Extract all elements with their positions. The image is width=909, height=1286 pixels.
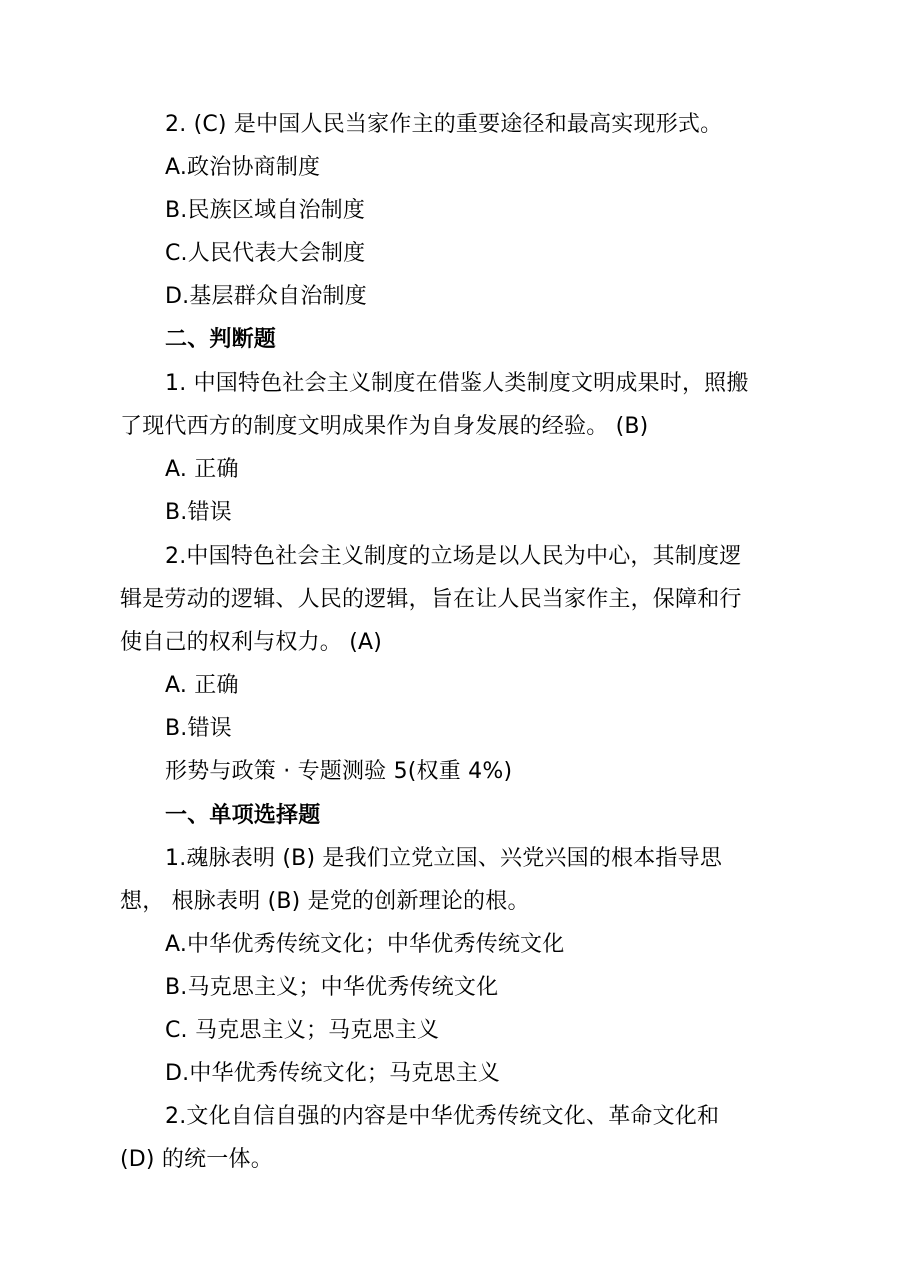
section-heading: 一、单项选择题 [165, 803, 321, 828]
question-line-continued: 辑是劳动的逻辑、人民的逻辑，旨在让人民当家作主，保障和行 [120, 587, 742, 612]
option-b: B.民族区域自治制度 [165, 198, 366, 223]
question-line: 2.文化自信自强的内容是中华优秀传统文化、革命文化和 [165, 1104, 720, 1129]
question-line-continued: 使自己的权利与权力。 (A) [120, 630, 383, 655]
question-line-continued: (D) 的统一体。 [120, 1147, 273, 1172]
question-line: 1. 中国特色社会主义制度在借鉴人类制度文明成果时，照搬 [165, 371, 749, 396]
question-line: 2. (C) 是中国人民当家作主的重要途径和最高实现形式。 [165, 112, 723, 137]
option-b: B.错误 [165, 500, 232, 525]
question-line: 1.魂脉表明 (B) 是我们立党立国、兴党兴国的根本指导思 [165, 846, 723, 871]
section-heading: 二、判断题 [165, 327, 277, 352]
option-b: B.马克思主义；中华优秀传统文化 [165, 975, 499, 1000]
question-line-continued: 想， 根脉表明 (B) 是党的创新理论的根。 [120, 889, 530, 914]
quiz-title: 形势与政策 · 专题测验 5(权重 4%) [165, 759, 513, 784]
question-line: 2.中国特色社会主义制度的立场是以人民为中心，其制度逻 [165, 544, 742, 569]
question-line-continued: 了现代西方的制度文明成果作为自身发展的经验。 (B) [120, 414, 649, 439]
option-a: A. 正确 [165, 457, 239, 482]
option-a: A.中华优秀传统文化；中华优秀传统文化 [165, 932, 565, 957]
option-d: D.中华优秀传统文化；马克思主义 [165, 1061, 501, 1086]
option-a: A.政治协商制度 [165, 155, 321, 180]
option-b: B.错误 [165, 716, 232, 741]
option-c: C. 马克思主义；马克思主义 [165, 1018, 440, 1043]
option-d: D.基层群众自治制度 [165, 284, 367, 309]
option-c: C.人民代表大会制度 [165, 241, 366, 266]
option-a: A. 正确 [165, 673, 239, 698]
